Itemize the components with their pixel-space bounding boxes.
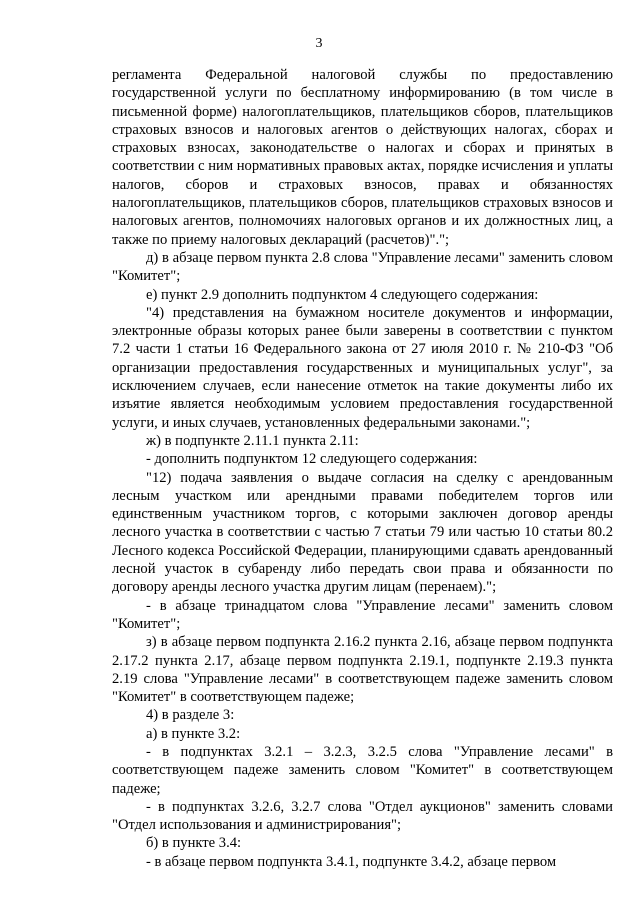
paragraph: д) в абзаце первом пункта 2.8 слова "Управление лесами" заменить словом "Комитет"; — [112, 249, 613, 285]
paragraph: ж) в подпункте 2.11.1 пункта 2.11: — [146, 432, 359, 449]
document-body — [112, 66, 613, 871]
paragraph: "12) подача заявления о выдаче согласия на сделку с арендованным лесным участком или арендными правами победителем торгов или единственным участником торгов, с которыми заключен договор аренды лесного участка в соответствии с частью 7 статьи 79 или частью 10 статьи 80.2 Лесного кодекса Российской Федерации, планирующими сдавать арендованный лесной участок в субаренду либо передать свои права и обязанности по договору аренды лесного участка другим лицам (перенаем)."; — [112, 469, 613, 596]
paragraph: - в абзаце первом подпункта 3.4.1, подпункте 3.4.2, абзаце первом — [146, 853, 557, 870]
paragraph: з) в абзаце первом подпункта 2.16.2 пункта 2.16, абзаце первом подпункта 2.17.2 пункта 2.17, абзаце первом подпункта 2.19.1, подпункте 2.19.3 пункта 2.19 слова "Управление лесами" в соответствующем падеже заменить словом "Комитет" в соответствующем падеже; — [112, 634, 613, 706]
paragraph: а) в пункте 3.2: — [146, 725, 241, 742]
paragraph: "4) представления на бумажном носителе документов и информации, электронные образы которых ранее были заверены в соответствии с пунктом 7.2 части 1 статьи 16 Федерального закона от 27 июля 2010 г. № 210-ФЗ "Об организации предоставления государственных и муниципальных услуг", за исключением случаев, если нанесение отметок на такие документы либо их изъятие является необходимым условием предоставления государственной услуги, и иных случаев, установленных федеральными законами."; — [112, 304, 613, 431]
paragraph: 4) в разделе 3: — [146, 707, 235, 724]
paragraph: - дополнить подпунктом 12 следующего содержания: — [146, 451, 478, 468]
page-number: 3 — [315, 36, 323, 51]
paragraph: регламента Федеральной налоговой службы по предоставлению государственной услуги по бесплатному информированию (в том числе в письменной форме) налогоплательщиков, плательщиков сборов, плательщиков страховых взносов и налоговых агентов о действующих налогах, сборах и страховых взносах, законодательстве о налогах и сборах и принятых в соответствии с ним нормативных правовых актах, порядке исчисления и уплаты налогов, сборов и страховых взносов, правах и обязанностях налогоплательщиков, плательщиков сборов, плательщиков страховых взносов и налоговых агентов, полномочиях налоговых органов и их должностных лиц, а также по приему налоговых деклараций (расчетов)"."; — [112, 67, 613, 248]
paragraph: - в подпунктах 3.2.6, 3.2.7 слова "Отдел аукционов" заменить словами "Отдел использования и администрирования"; — [112, 798, 613, 834]
paragraph: - в абзаце тринадцатом слова "Управление лесами" заменить словом "Комитет"; — [112, 597, 613, 632]
paragraph: б) в пункте 3.4: — [146, 835, 242, 852]
paragraph: - в подпунктах 3.2.1 – 3.2.3, 3.2.5 слова "Управление лесами" в соответствующем падеже заменить словом "Комитет" в соответствующем падеже; — [112, 743, 613, 797]
paragraph: е) пункт 2.9 дополнить подпунктом 4 следующего содержания: — [146, 286, 539, 303]
